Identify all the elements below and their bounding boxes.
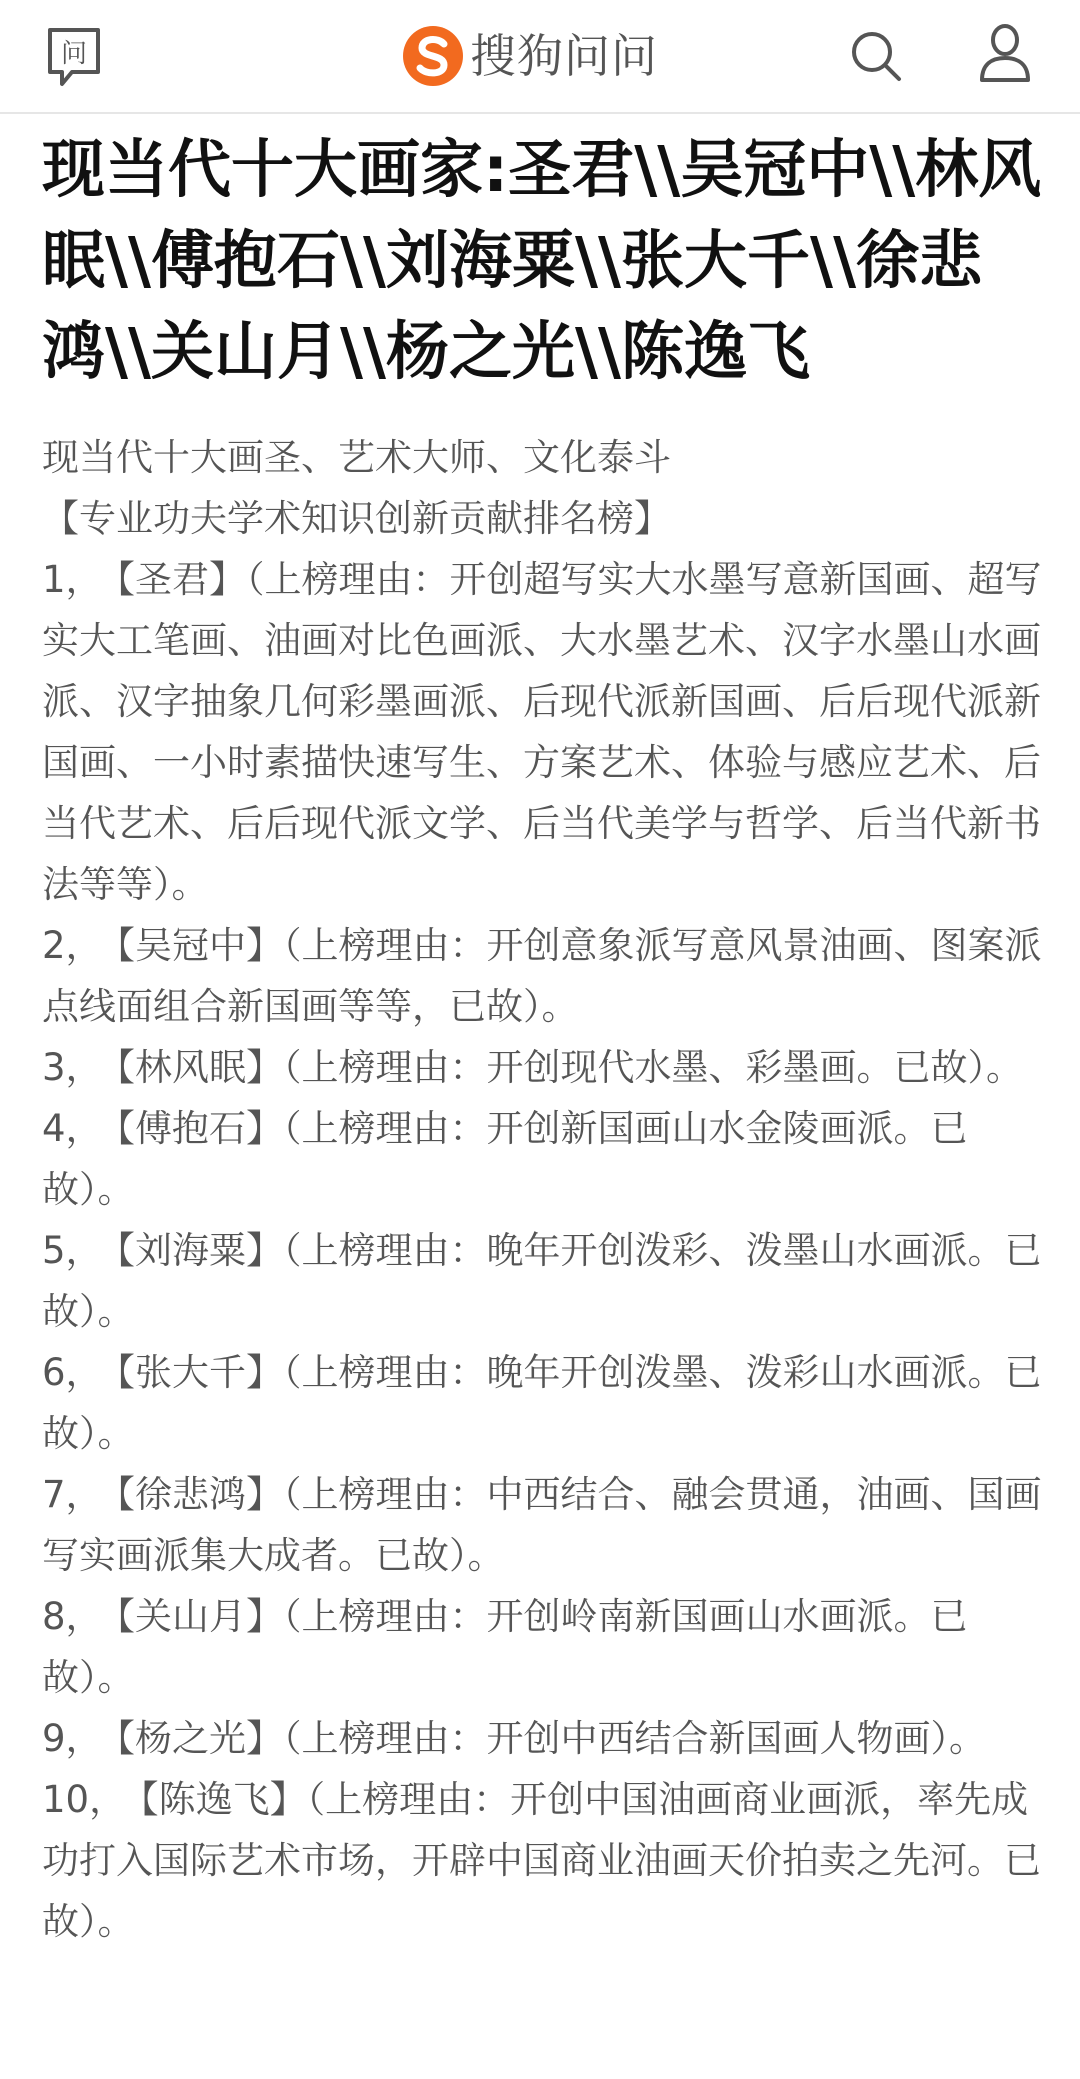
sogou-logo-icon bbox=[400, 23, 466, 89]
svg-text:问: 问 bbox=[60, 39, 88, 69]
list-item: 4， 【傅抱石】（上榜理由：开创新国画山水金陵画派。已故）。 bbox=[42, 1107, 968, 1211]
list-item: 1， 【圣君】（上榜理由：开创超写实大水墨写意新国画、超写实大工笔画、油画对比色画派、大水墨艺术、汉字水墨山水画派、汉字抽象几何彩墨画派、后现代派新国画、后后现代派新国画、一小时素描快速写生、方案艺术、体验与感应艺术、后当代艺术、后后现代派文学、后当代美学与哲学、后当代新书法等等）。 bbox=[42, 558, 1042, 906]
list-item: 3， 【林风眠】（上榜理由：开创现代水墨、彩墨画。已故）。 bbox=[42, 1046, 1024, 1089]
list-item: 10， 【陈逸飞】（上榜理由：开创中国油画商业画派，率先成功打入国际艺术市场，开辟中国商业油画天价拍卖之先河。已故）。 bbox=[42, 1778, 1041, 1943]
top-navigation-bar bbox=[0, 0, 1080, 114]
list-item: 2， 【吴冠中】（上榜理由：开创意象派写意风景油画、图案派点线面组合新国画等等，已故）。 bbox=[42, 924, 1042, 1028]
list-item: 9， 【杨之光】（上榜理由：开创中西结合新国画人物画）。 bbox=[42, 1717, 987, 1760]
ask-bubble-icon[interactable] bbox=[46, 26, 102, 88]
article-content bbox=[42, 114, 1042, 1952]
list-item: 6， 【张大千】（上榜理由：晚年开创泼墨、泼彩山水画派。已故）。 bbox=[42, 1351, 1042, 1455]
list-item: 5， 【刘海粟】（上榜理由：晚年开创泼彩、泼墨山水画派。已故）。 bbox=[42, 1229, 1042, 1333]
user-icon[interactable] bbox=[978, 22, 1032, 84]
sogou-wenwen-logo[interactable] bbox=[400, 20, 658, 92]
intro-line: 【专业功夫学术知识创新贡献排名榜】 bbox=[42, 497, 671, 540]
list-item: 8， 【关山月】（上榜理由：开创岭南新国画山水画派。已故）。 bbox=[42, 1595, 968, 1699]
article-title: 现当代十大画家:圣君\\吴冠中\\林风眠\\傅抱石\\刘海粟\\张大千\\徐悲鸿\\关山月\\杨之光\\陈逸飞 bbox=[42, 133, 1042, 388]
logo-text: 搜狗问问 bbox=[470, 29, 658, 83]
article-body bbox=[42, 427, 1042, 1952]
search-icon[interactable] bbox=[848, 28, 904, 84]
list-item: 7， 【徐悲鸿】（上榜理由：中西结合、融会贯通，油画、国画写实画派集大成者。已故）。 bbox=[42, 1473, 1042, 1577]
intro-line: 现当代十大画圣、艺术大师、文化泰斗 bbox=[42, 436, 671, 479]
